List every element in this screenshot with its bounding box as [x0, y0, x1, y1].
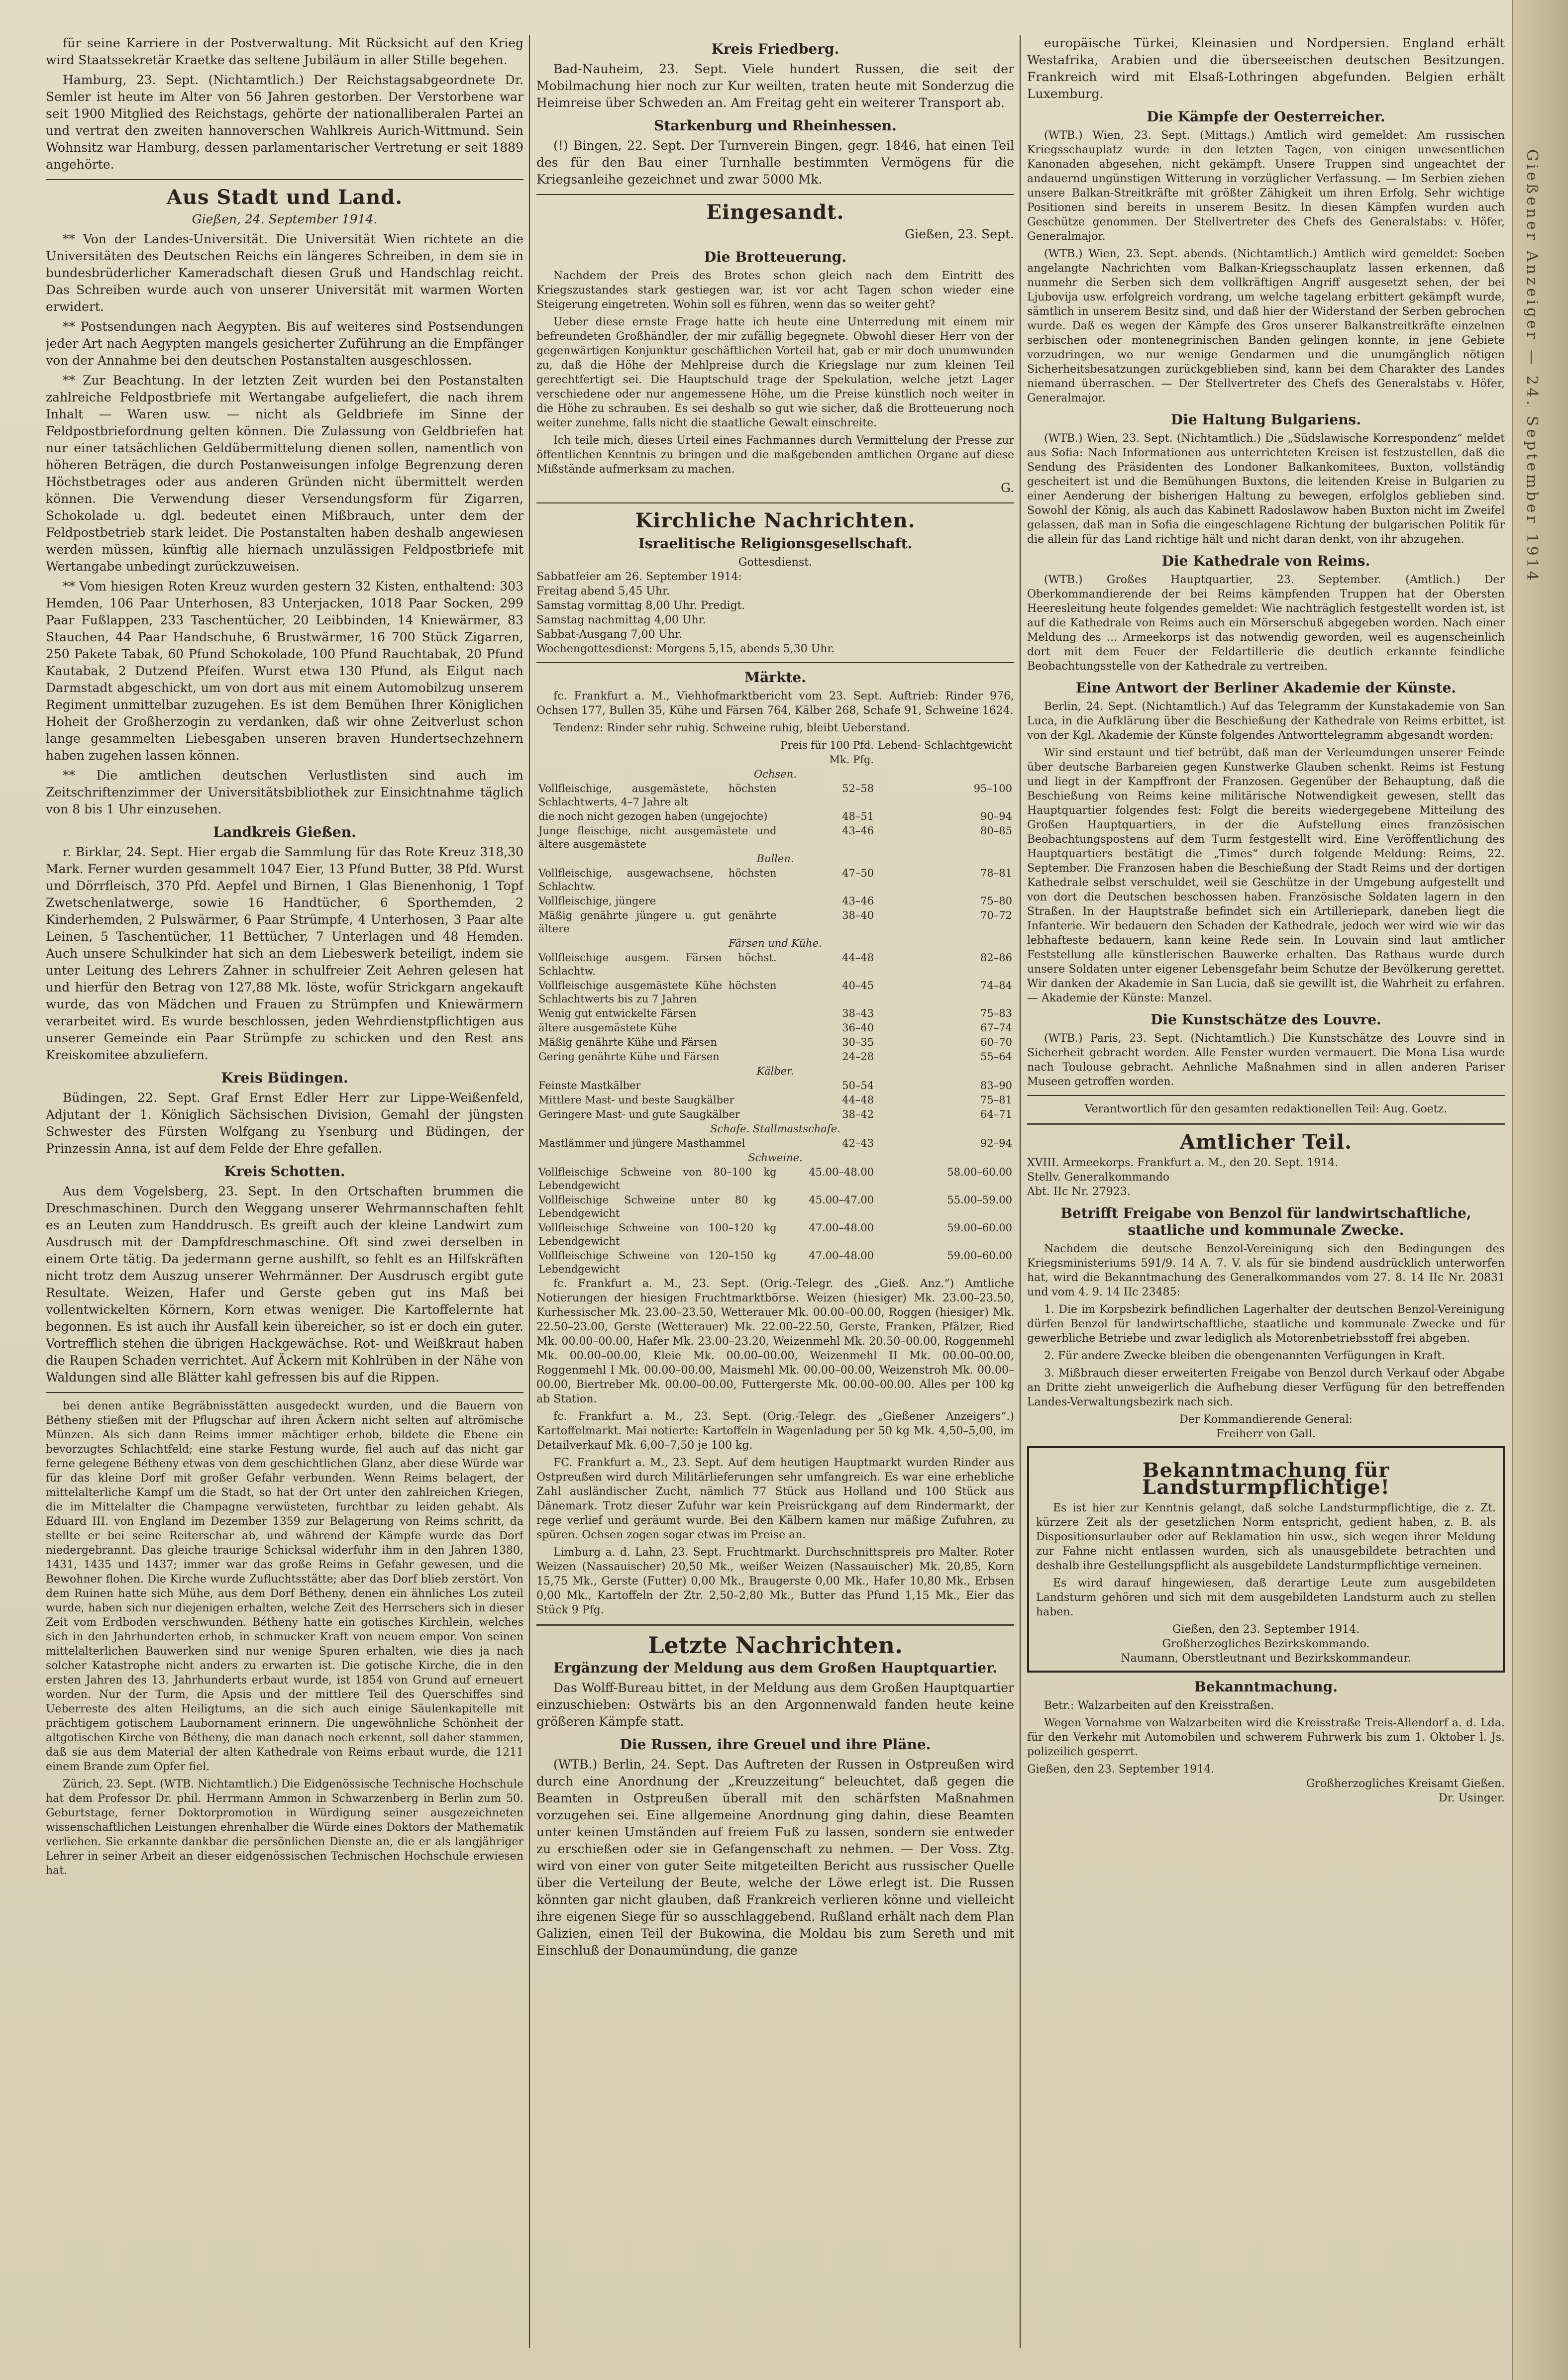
table-row — [536, 894, 1014, 908]
notice-line: Gießen, den 23. September 1914. — [1172, 1623, 1360, 1636]
signature: Freiherr von Gall. — [1216, 1428, 1316, 1440]
divider — [1027, 1123, 1505, 1125]
paragraph: (WTB.) Paris, 23. Sept. (Nichtamtlich.) Die Kunstschätze des Louvre sind in Sicherheit gebracht worden. Alle Fenster wurden vermauert. Die Mona Lisa wurde nach Toulouse gebracht. Aehnliche Maßnahmen sind in allen anderen Pariser Museen getroffen worden. — [1027, 1032, 1505, 1088]
table-cell-value: 58.00–60.00 — [947, 1166, 1012, 1178]
table-row — [536, 1249, 1014, 1277]
table-row — [536, 1221, 1014, 1249]
subsection-heading: Kreis Schotten. — [224, 1163, 345, 1180]
paragraph: FC. Frankfurt a. M., 23. Sept. Auf dem heutigen Hauptmarkt wurden Rinder aus Ostpreußen wird durch Militärlieferungen sehr umfangreich. Es war eine erhebliche Zahl ausländischer Zucht, nämlich 77 Stück aus Holland und 100 Stück aus Dänemark. Trotz dieser Zufuhr war kein Preisrückgang auf dem Rindermarkt, der rege verlief und geräumt wurde. Bei den Kälbern kamen nur mäßige Zufuhren, zu spüren. Ochsen zogen sogar etwas im Preise an. — [536, 1457, 1014, 1541]
subsection-heading: Die Kunstschätze des Louvre. — [1150, 1011, 1381, 1028]
table-cell-value: 30–35 — [842, 1036, 874, 1048]
paragraph: Ich teile mich, dieses Urteil eines Fachmannes durch Vermittelung der Presse zur öffentlichen Kenntnis zu bringen und die maßgebenden amtlichen Organe auf diese Mißstände aufmerksam zu machen. — [536, 434, 1014, 476]
signature: G. — [1000, 481, 1014, 495]
paragraph: (WTB.) Wien, 23. Sept. abends. (Nichtamtlich.) Amtlich wird gemeldet: Soeben angelangte Nachrichten vom Balkan-Kriegsschauplatz lassen erkennen, daß nunmehr die Serben sich dem vollkräftigen Angriff ausgesetzt sehen, der bei Ljubovija usw. erfolgreich vordrang, um welche tagelang erbittert gekämpft wurde, sämtlich in unserem Besitz sind, und daß hier der Widerstand der Serben gebrochen wurde. Daß es wegen der Kämpfe des Gros unserer Balkanstreitkräfte einzelnen serbischen oder montenegrinischen Banden gelingen konnte, in jene Gebiete vorzudringen, wo nur wenige Gendarmen und die unumgänglich nötigen Sicherheitsbesatzungen zurückgeblieben sind, kann bei dem Charakter des Landes niemand überraschen. — Der Stellvertreter des Chefs des Generalstabs v. Höfer, Generalmajor. — [1027, 248, 1505, 404]
divider — [536, 1624, 1014, 1626]
table-cell-label: Vollfleischige Schweine von 100–120 kg Lebendgewicht — [538, 1222, 777, 1247]
paragraph: bei denen antike Begräbnisstätten ausgedeckt wurden, und die Bauern von Bétheny stießen mit der Pflugschar auf ihren Äckern nicht selten auf altrömische Münzen. Als sich dann Reims immer mächtiger erhob, bildete die Ebene ein bevorzugtes Schlachtfeld; eine starke Festung wurde, fiel auch auf das nicht gar ferne gelegene Bétheny etwas von dem geschichtlichen Glanz, aber diese Würde war für das kleine Dorf mit großer Gefahr verbunden. Wenn Reims belagert, der mittelalterliche Kampf um die Stadt, so hat der Ort unter den zahlreichen Kriegen, die im Mittelalter die Champagne verwüsteten, furchtbar zu leiden gehabt. Als Eduard III. von England im Dezember 1359 zur Belagerung von Reims schritt, da stellte er bei seine Reiterschar ab, und während der Kämpfe wurde das Dorf niedergebrannt. Das gleiche traurige Schicksal widerfuhr ihm in den Jahren 1380, 1431, 1435 und 1437; immer war das große Reims in Gefahr gewesen, und die Bewohner flohen. Die Kirche wurde Zufluchtsstätte; aber das Dorf blieb zerstört. Von dem Ruinen hatte sich Mühe, aus dem Dorf Bétheny, denen ein ähnliches Los zuteil wurde, haben sich nur diejenigen erhalten, welche Zeit des Herrschers sich in dieser Zeit vom Erdboden verschwunden. Bétheny hatte ein gotisches Kirchlein, welches sich in den Jahrhunderten erhob, in schmucker Kraft von neuem empor. Von seinen mittelalterlichen Bauwerken sind nur wenige Spuren erhalten, wie dies ja nach solcher Katastrophe nicht anders zu erwarten ist. Die gotische Kirche, die in den ersten Jahren des 13. Jahrhunderts erbaut wurde, ist 1854 von Grund auf erneuert worden. Nur der Turm, die Apsis und der mittlere Teil des Querschiffes sind Ueberreste des alten Heiligtums, an die sich auch einige Säulenkapitelle mit prächtigem gotischem Laubornament erinnern. Die ungewöhnliche Schönheit der altgotischen Kirche von Bétheny, die man danach noch erkennt, soll daher stammen, daß sie aus dem Material der alten Kathedrale von Reims erbaut wurde, die 1211 einem Brande zum Opfer fiel. — [46, 1400, 523, 1773]
table-cell-label: Mastlämmer und jüngere Masthammel — [538, 1137, 745, 1149]
table-cell-value: 38–43 — [842, 1007, 874, 1019]
paragraph: Nachdem der Preis des Brotes schon gleich nach dem Eintritt des Kriegszustandes stark gestiegen war, ist vor acht Tagen schon wieder eine Steigerung eingetreten. Wohin soll es führen, wenn das so weiter geht? — [536, 270, 1014, 311]
table-cell-value: 44–48 — [842, 1094, 874, 1106]
table-cell-value: 78–81 — [980, 867, 1012, 879]
table-cell-label: ältere ausgemästete Kühe — [538, 1022, 677, 1034]
notice-box — [1027, 1446, 1505, 1673]
paragraph: r. Birklar, 24. Sept. Hier ergab die Sammlung für das Rote Kreuz 318,30 Mark. Ferner wurden gesammelt 1047 Eier, 13 Pfund Butter, 38 Pfd. Wurst und Dörrfleisch, 370 Pfd. Aepfel und Birnen, 1 Glas Bienenhonig, 1 Topf Zwetschenlatwerge, sowie 16 Handtücher, 6 Sporthemden, 2 Kinderhemden, 2 Pulswärmer, 6 Paar Strümpfe, 4 Unterhosen, 3 Paar alte Leinen, 5 Taschentücher, 11 Bettücher, 7 Unterlagen und 48 Hemden. Auch unsere Schulkinder hat sich an dem Liebeswerk beteiligt, indem sie unter Leitung des Lehrers Zahner in schulfreier Zeit Aehren gelesen hat und hierfür den Betrag von 127,88 Mk. löste, wofür Strickgarn angekauft wurde, das von Mädchen und Frauen zu Strümpfen und Kniewärmern verarbeitet wird. Es wurde beschlossen, jeden Wehrdienstpflichtigen aus unserer Gemeinde ein Paar Strümpfe zu schicken und den Rest ans Kreiskomitee abzuliefern. — [46, 845, 523, 1062]
table-cell-label: Vollfleischige Schweine von 120–150 kg Lebendgewicht — [538, 1250, 777, 1275]
table-cell-value: 55–64 — [980, 1051, 1012, 1063]
table-group: Kälber. — [756, 1065, 794, 1077]
paragraph: Nachdem die deutsche Benzol-Vereinigung sich den Bedingungen des Kriegsministeriums 591/9. 14 A. 7. V. als für sie bindend ausdrücklich unterworfen hat, wird die Bekanntmachung des Generalkommandos vom 27. 8. 14 IIc Nr. 20831 und vom 4. 9. 14 IIc 23485: — [1027, 1243, 1505, 1298]
table-cell-value: 43–46 — [842, 825, 874, 837]
table-row — [536, 809, 1014, 824]
paragraph: (WTB.) Wien, 23. Sept. (Nichtamtlich.) Die „Südslawische Korrespondenz“ meldet aus Sofia: Nach Informationen aus unterrichteten Kreisen ist festzustellen, daß die Sendung des Präsidenten des Londoner Balkankomitees, Buxton, vollständig gescheitert ist und die Bemühungen Buxtons, die leitenden Kreise in Bulgarien zu einer Aenderung der bisherigen Haltung zu bewegen, erfolglos geblieben sind. Sowohl der König, als auch das Kabinett Radoslawow haben Buxton nicht im Zweifel gelassen, daß man in Sofia die eingeschlagene Richtung der bulgarischen Politik für die allein für das Land richtige hält und nicht daran denkt, von ihr abzugehen. — [1027, 432, 1505, 546]
table-row — [536, 1093, 1014, 1107]
paragraph: Ueber diese ernste Frage hatte ich heute eine Unterredung mit einem mir befreundeten Großhändler, der mir zufällig begegnete. Obwohl dieser Herr von der gegenwärtigen Konjunktur geschäftlichen Vorteil hat, gab er mir doch unumwunden zu, daß die Höhe der Mehlpreise durch die Kriegslage nur zum kleinen Teil gerechtfertigt sei. Die Hauptschuld trage der Spekulation, welche jetzt Lager verschiedene oder nur angemessene Höhe, um die Preise künstlich noch weiter in die Höhe zu schrauben. Es sei deshalb so gut wie sicher, daß die Brotteuerung noch weiter zunehme, falls nicht die staatliche Gewalt einschreite. — [536, 316, 1014, 429]
table-cell-value: 40–45 — [842, 980, 874, 992]
notice-line: Gießen, den 23. September 1914. — [1027, 1763, 1215, 1776]
paragraph: Zürich, 23. Sept. (WTB. Nichtamtlich.) Die Eidgenössische Technische Hochschule hat dem Professor Dr. phil. Herrmann Ammon in Schwarzenberg in Berlin zum 50. Geburtstage, ferner Doktorpromotion in Würdigung seiner ausgezeichneten wissenschaftlichen Leistungen ehrenhalber die Würde eines Doktors der Mathematik verliehen. Sie erkannte dankbar die persönlichen Dienste an, die er als langjähriger Lehrer in seiner Arbeit an dieser eidgenössischen Technischen Hochschule erwiesen hat. — [46, 1778, 523, 1877]
subsection-heading: Betrifft Freigabe von Benzol für landwirtschaftliche, staatliche und kommunale Zwecke. — [1060, 1205, 1471, 1238]
subsection-heading: Die Kathedrale von Reims. — [1161, 553, 1370, 569]
table-cell-value: 75–83 — [980, 1007, 1012, 1019]
table-cell-label: Vollfleischige Schweine unter 80 kg Lebendgewicht — [538, 1194, 777, 1219]
subsection-heading: Kreis Büdingen. — [221, 1070, 348, 1086]
column-2 — [536, 35, 1014, 2353]
paragraph: Wegen Vornahme von Walzarbeiten wird die Kreisstraße Treis-Allendorf a. d. Lda. für den Verkehr mit Automobilen und schwerem Fuhrwerk bis zum 1. Oktober l. Js. polizeilich gesperrt. — [1027, 1717, 1505, 1758]
table-cell-value: 42–43 — [842, 1137, 874, 1149]
divider — [536, 194, 1014, 195]
table-cell-label: Vollfleischige, ausgemästete, höchsten Schlachtwerts, 4–7 Jahre alt — [538, 783, 777, 808]
table-row — [536, 1136, 1014, 1151]
paragraph: fc. Frankfurt a. M., Viehhofmarktbericht vom 23. Sept. Auftrieb: Rinder 976, Ochsen 177, Bullen 35, Kühe und Färsen 764, Kälber 268, Schafe 91, Schweine 1624. — [536, 690, 1014, 717]
table-cell-label: Mäßig genährte jüngere u. gut genährte ältere — [538, 909, 777, 935]
service-line: Samstag vormittag 8,00 Uhr. Predigt. — [536, 599, 745, 612]
table-row — [536, 951, 1014, 979]
table-cell-value: 47–50 — [842, 867, 874, 879]
table-cell-value: 90–94 — [980, 810, 1012, 822]
notice-header: Abt. IIc Nr. 27923. — [1027, 1186, 1131, 1198]
paragraph: 1. Die im Korpsbezirk befindlichen Lagerhalter der deutschen Benzol-Vereinigung dürfen Benzol für landwirtschaftliche, staatliche und kommunale Zwecke und für gewerbliche Betriebe und zwar lediglich als Motorenbetriebsstoff frei abgeben. — [1027, 1303, 1505, 1345]
table-cell-value: 38–40 — [842, 909, 874, 921]
paragraph: Berlin, 24. Sept. (Nichtamtlich.) Auf das Telegramm der Kunstakademie von San Luca, in die Aufklärung über die Beschießung der Kathedrale von Reims erbittet, ist von der Kgl. Akademie der Künste folgendes Antworttelegramm abgesandt worden: — [1027, 700, 1505, 742]
subsection-heading: Ergänzung der Meldung aus dem Großen Hauptquartier. — [553, 1660, 997, 1676]
table-cell-value: 48–51 — [842, 810, 874, 822]
section-heading: Aus Stadt und Land. — [166, 186, 403, 209]
table-group: Bullen. — [756, 853, 794, 865]
table-cell-value: 67–74 — [980, 1022, 1012, 1034]
table-cell-label: Mittlere Mast- und beste Saugkälber — [538, 1094, 734, 1106]
section-heading: Eingesandt. — [706, 200, 844, 224]
subsection-heading: Landkreis Gießen. — [213, 824, 356, 840]
table-cell-value: 60–70 — [980, 1036, 1012, 1048]
table-cell-value: 44–48 — [842, 952, 874, 964]
table-group: Ochsen. — [754, 768, 797, 780]
paragraph: ** Zur Beachtung. In der letzten Zeit wurden bei den Postanstalten zahlreiche Feldpostbriefe mit Wertangabe aufgeliefert, die nach ihrem Inhalt — Waren usw. — nicht als Geldbriefe im Sinne der Feldpostbriefordnung gelten können. Die Zulassung von Geldbriefen hat nur einer tatsächlichen Geldübermittelung dienen sollen, namentlich von höheren Beträgen, die durch Postanweisungen infolge Begrenzung deren Höchstbetrages oder aus anderen Gründen nicht übermittelt werden können. Die Verwendung dieser Versendungsform für Zigarren, Schokolade u. dgl. bedeutet einen Mißbrauch, unter dem der Feldpostbetrieb stark leidet. Die Postanstalten haben deshalb angewiesen werden müssen, künftig alle hiernach unzulässigen Feldpostbriefe mit Wertangabe unbedingt zurückzuweisen. — [46, 373, 523, 574]
subsection-heading: Die Haltung Bulgariens. — [1170, 411, 1361, 428]
table-header: Preis für 100 Pfd. — [780, 739, 874, 751]
paragraph: ** Postsendungen nach Aegypten. Bis auf weiteres sind Postsendungen jeder Art nach Aegypten mangels gesicherter Zuführung an die Empfänger von der Annahme bei den deutschen Postanstalten ausgeschlossen. — [46, 319, 523, 368]
table-cell-label: Feinste Mastkälber — [538, 1080, 641, 1091]
paragraph: 3. Mißbrauch dieser erweiterten Freigabe von Benzol durch Verkauf oder Abgabe an Dritte zieht unweigerlich die Aufhebung dieser Verfügung für den betreffenden Landes-Verwaltungsbezirk nach sich. — [1027, 1367, 1505, 1408]
table-cell-value: 59.00–60.00 — [947, 1250, 1012, 1262]
table-row — [536, 1079, 1014, 1093]
table-cell-value: 55.00–59.00 — [947, 1194, 1012, 1206]
table-cell-value: 83–90 — [980, 1080, 1012, 1091]
table-row — [536, 1021, 1014, 1035]
table-cell-value: 50–54 — [842, 1080, 874, 1091]
notice-header: XVIII. Armeekorps. Frankfurt a. M., den 20. Sept. 1914. — [1027, 1157, 1339, 1169]
table-cell-value: 75–81 — [980, 1094, 1012, 1106]
subsection-heading: Die Kämpfe der Oesterreicher. — [1147, 108, 1385, 125]
paragraph: ** Von der Landes-Universität. Die Universität Wien richtete an die Universitäten des Deutschen Reichs ein längeres Schreiben, in dem sie in bundesbrüderlicher Kameradschaft diesen Gruß und Handschlag reicht. Das Schreiben wurde auch von unserer Universität mit warmen Worten erwidert. — [46, 232, 523, 314]
table-row — [536, 1035, 1014, 1050]
table-cell-value: 92–94 — [980, 1137, 1012, 1149]
paragraph: europäische Türkei, Kleinasien und Nordpersien. England erhält Westafrika, Arabien und die überseeischen deutschen Besitzungen. Frankreich wird mit Elsaß-Lothringen abgefunden. Belgien erhält Luxemburg. — [1027, 36, 1505, 101]
paragraph: Aus dem Vogelsberg, 23. Sept. In den Ortschaften brummen die Dreschmaschinen. Durch den Weggang unserer Wehrmannschaften fehlt es an Leuten zum Handdrusch. Es greift auch der kleine Landwirt zum Ausdrusch mit der Dampfdreschmaschine. Oft sind zwei derselben in einem Orte tätig. Da jedermann gerne aushilft, so fehlt es an Hilfskräften nicht trotz dem Auszug unserer Wehrmänner. Der Ausdrusch ergibt gute Resultate. Weizen, Hafer und Gerste geben gut ins Maß bei vollentwickelten Körnern, Korn etwas weniger. Die Kartoffelernte hat begonnen. Es ist auch ihr Ausfall kein übereicher, so ist er doch ein guter. Vortrefflich stehen die übrigen Hackgewächse. Rot- und Weißkraut haben die Raupen Schaden verrichtet. Auf Äckern mit Kohlrüben in der Nähe von Waldungen sind alle Blätter kahl gefressen bis auf die Rippen. — [46, 1184, 523, 1385]
table-row — [536, 1165, 1014, 1193]
table-cell-label: Vollfleischige, ausgewachsene, höchsten Schlachtw. — [538, 867, 777, 892]
table-group: Schafe. Stallmastschafe. — [710, 1123, 840, 1135]
paragraph: Limburg a. d. Lahn, 23. Sept. Fruchtmarkt. Durchschnittspreis pro Malter. Roter Weizen (Nassauischer) 20,50 Mk., weißer Weizen (Nassauischer) Mk. 20,85, Korn 15,75 Mk., Gerste (Futter) 0,00 Mk., Braugerste 0,00 Mk., Hafer 10,80 Mk., Erbsen 0,00 Mk., Kartoffeln der Ztr. 2,50–2,80 Mk., Butter das Pfund 1,15 Mk., Eier das Stück 9 Pfg. — [536, 1546, 1014, 1616]
notice-header: Stellv. Generalkommando — [1027, 1171, 1170, 1184]
notice-line: Großherzogliches Bezirkskommando. — [1162, 1638, 1370, 1650]
notice-line: Großherzogliches Kreisamt Gießen. — [1306, 1778, 1505, 1790]
table-cell-label: Vollfleischige ausgemästete Kühe höchsten Schlachtwerts bis zu 7 Jahren — [538, 980, 777, 1005]
paragraph: (WTB.) Wien, 23. Sept. (Mittags.) Amtlich wird gemeldet: Am russischen Kriegsschauplatz wurde in den letzten Tagen, von einigen unwesentlichen Kanonaden abgesehen, nicht gekämpft. Unsere Truppen sind ungeachtet der andauernd ungünstigen Witterung in vorzüglicher Verfassung. — Im Serbien ziehen unsere Balkan-Streitkräfte mit größter Zähigkeit um ihren Erfolg. Sehr wichtige Positionen sind bereits in unserem Besitz. In diesen Kämpfen wurden auch Geschütze genommen. Der Stellvertreter des Chefs des Generalstabs: v. Höfer, Generalmajor. — [1027, 129, 1505, 243]
table-cell-value: 47.00–48.00 — [809, 1250, 874, 1262]
table-cell-value: 45.00–48.00 — [809, 1166, 874, 1178]
dateline: Gießen, 24. September 1914. — [192, 212, 378, 226]
column-1 — [46, 35, 523, 2353]
column-3 — [1027, 35, 1505, 2353]
table-cell-value: 95–100 — [973, 783, 1012, 794]
table-cell-label: Mäßig genährte Kühe und Färsen — [538, 1036, 717, 1048]
table-row — [536, 866, 1014, 894]
table-row — [536, 1006, 1014, 1021]
subsection-heading: Die Brotteuerung. — [704, 249, 847, 265]
table-group: Schweine. — [748, 1152, 803, 1164]
paragraph: Das Wolff-Bureau bittet, in der Meldung aus dem Großen Hauptquartier einzuschieben: Ostwärts bis an den Argonnenwald fanden heute keine größeren Kämpfe statt. — [536, 1681, 1014, 1729]
subsection-heading: Kreis Friedberg. — [711, 41, 839, 57]
paragraph: (WTB.) Großes Hauptquartier, 23. September. (Amtlich.) Der Oberkommandierende der bei Reims kämpfenden Truppen hat der Obersten Heeresleitung heute folgendes gemeldet: Wie nachträglich festgestellt worden ist, ist auf die Kathedrale von Reims auch ein Mörserschuß abgegeben worden. Nach einer Meldung des ... Armeekorps ist das notwendig geworden, weil es augenscheinlich dort mit dem Feuer der Feldartillerie die deutlich erkannte feindliche Beobachtungsstelle von der Kathedrale zu vertreiben. — [1027, 574, 1505, 673]
paragraph: fc. Frankfurt a. M., 23. Sept. (Orig.-Telegr. des „Gießener Anzeigers“.) Kartoffelmarkt. Mai notierte: Kartoffeln in Wagenladung per 50 kg Mk. 4,50–5,00, im Detailverkauf Mk. 6,00–7,50 je 100 kg. — [536, 1410, 1014, 1452]
paragraph: (!) Bingen, 22. Sept. Der Turnverein Bingen, gegr. 1846, hat einen Teil des für den Bau einer Turnhalle bestimmten Vermögens für die Kriegsanleihe gezeichnet und zwar 5000 Mk. — [536, 138, 1014, 187]
table-cell-label: die noch nicht gezogen haben (ungejochte) — [538, 810, 768, 822]
table-cell-label: Vollfleischige Schweine von 80–100 kg Lebendgewicht — [538, 1166, 777, 1191]
table-header: Mk. Pfg. — [829, 754, 874, 766]
subsection-heading: Starkenburg und Rheinhessen. — [654, 117, 897, 134]
page-edge — [1512, 0, 1568, 2380]
subsection-heading: Die Russen, ihre Greuel und ihre Pläne. — [620, 1736, 931, 1753]
table-row — [536, 979, 1014, 1006]
paragraph: (WTB.) Berlin, 24. Sept. Das Auftreten der Russen in Ostpreußen wird durch eine Anordnung der „Kreuzzeitung“ beleuchtet, daß gegen die Beamten in Ostpreußen überall mit den schärfsten Maßnahmen vorzugehen sei. Eine allgemeine Anordnung ging dahin, diese Beamten unter keinen Umständen auf freiem Fuß zu lassen, sondern sie entweder zu erschießen oder sie in Gefangenschaft zu nehmen. — Der Voss. Ztg. wird von einer von guter Seite mitgeteilten Bericht aus russischer Quelle über die Verteilung der Beute, welche der Löwe erlegt ist. Die Russen könnten gar nicht glauben, daß Frankreich verlieren könne und vielleicht ihre eigenen Siege für so ausschlaggebend. Rußland erhält nach dem Plan Galizien, einen Teil der Bukowina, die Moldau bis zum Sereth und mit Einschluß der Donaumündung, die ganze — [536, 1757, 1014, 1958]
divider — [1027, 1095, 1505, 1096]
divider — [46, 179, 523, 180]
table-cell-value: 36–40 — [842, 1022, 874, 1034]
service-label: Gottesdienst. — [738, 556, 813, 569]
table-cell-value: 75–80 — [980, 895, 1012, 907]
table-cell-label: Vollfleischige ausgem. Färsen höchst. Schlachtw. — [538, 952, 777, 977]
paragraph: ** Vom hiesigen Roten Kreuz wurden gestern 32 Kisten, enthaltend: 303 Hemden, 106 Paar Unterhosen, 83 Unterjacken, 1018 Paar Socken, 299 Paar Fußlappen, 233 Taschentücher, 20 Leibbinden, 14 Kniewärmer, 83 Stauchen, 44 Paar Handschuhe, 6 Brustwärmer, 16 700 Stück Zigarren, 250 Pakete Tabak, 60 Pfund Schokolade, 100 Pfund Rauchtabak, 20 Pfund Kautabak, 2 Dutzend Pfeifen. Wurst etwa 130 Pfund, als Eilgut nach Darmstadt abgeschickt, um von dort aus mit einem Automobilzug unserem Regiment unmittelbar zuzugehen. Es ist dem Bemühen Ihrer Königlichen Hoheit der Großherzogin zu verdanken, daß wir ohne Zeitverlust schon lange gesammelten Liebesgaben unseren braven Hundertsechzehnern haben zugehen lassen können. — [46, 579, 523, 763]
table-cell-value: 24–28 — [842, 1051, 874, 1063]
paragraph: fc. Frankfurt a. M., 23. Sept. (Orig.-Telegr. des „Gieß. Anz.“) Amtliche Notierungen der hiesigen Fruchtmarktbörse. Weizen (hiesiger) Mk. 23.00–23.50, Kurhessischer Mk. 23.00–23.50, Wetterauer Mk. 00.00–00.00, Roggen (hiesiger) Mk. 22.50–23.00, Gerste (Wetterauer) Mk. 22.00–22.50, Gerste, Franken, Pfälzer, Ried Mk. 00.00–00.00, Hafer Mk. 23.00–23.20, Weizenmehl Mk. 20.50–00.00, Roggenmehl Mk. 00.00–00.00, Kleie Mk. 00.00–00.00, Weizenmehl II Mk. 00.00–00.00, Roggenmehl I Mk. 00.00–00.00, Maismehl Mk. 00.00–00.00, Weizenstroh Mk. 00.00–00.00, Biertreber Mk. 00.00–00.00, Futtergerste Mk. 00.00–00.00. Alles per 100 kg ab Station. — [536, 1278, 1014, 1405]
paragraph: Betr.: Walzarbeiten auf den Kreisstraßen. — [1044, 1699, 1274, 1712]
paragraph: Es ist hier zur Kenntnis gelangt, daß solche Landsturmpflichtige, die z. Zt. kürzere Zeit als der gesetzlichen Norm entspricht, gedient haben, z. B. als Dispositionsurlauber oder auf Reklamation hin usw., sich wegen ihrer Meldung zur Fahne nicht entlassen wurden, sich als unausgebildete betrachten und deshalb ihre Gestellungspflicht als ausgebildete Landsturmpflichtige verneinen. — [1036, 1502, 1496, 1572]
paragraph: Tendenz: Rinder sehr ruhig. Schweine ruhig, bleibt Ueberstand. — [553, 722, 911, 734]
paragraph: 2. Für andere Zwecke bleiben die obengenannten Verfügungen in Kraft. — [1044, 1350, 1446, 1362]
paragraph: Es wird darauf hingewiesen, daß derartige Leute zum ausgebildeten Landsturm gehören und sich mit dem ausgebildeten Landsturm auch zu stellen haben. — [1036, 1577, 1496, 1618]
table-cell-value: 74–84 — [980, 980, 1012, 992]
table-cell-label: Wenig gut entwickelte Färsen — [538, 1007, 697, 1019]
notice-line: Dr. Usinger. — [1439, 1792, 1505, 1804]
column-rule — [1020, 35, 1021, 2348]
table-cell-value: 38–42 — [842, 1108, 874, 1120]
table-row — [536, 782, 1014, 809]
table-row — [536, 1193, 1014, 1221]
section-heading: Kirchliche Nachrichten. — [635, 509, 916, 532]
table-cell-value: 80–85 — [980, 825, 1012, 837]
table-cell-label: Gering genährte Kühe und Färsen — [538, 1051, 720, 1063]
table-cell-value: 52–58 — [842, 783, 874, 794]
service-line: Sabbatfeier am 26. September 1914: — [536, 571, 742, 583]
table-header: Lebend- Schlachtgewicht — [878, 739, 1012, 751]
paragraph: Bad-Nauheim, 23. Sept. Viele hundert Russen, die seit der Mobilmachung hier noch zur Kur weilten, traten heute mit Sonderzug die Heimreise über Schweden an. Am Freitag geht ein weiterer Transport ab. — [536, 62, 1014, 110]
table-cell-label: Vollfleischige, jüngere — [538, 895, 656, 907]
paragraph: für seine Karriere in der Postverwaltung. Mit Rücksicht auf den Krieg wird Staatssekretär Kraetke das seltene Jubiläum in aller Stille begehen. — [46, 36, 523, 67]
responsible-editor: Verantwortlich für den gesamten redaktionellen Teil: Aug. Goetz. — [1084, 1103, 1448, 1115]
table-row — [536, 908, 1014, 936]
paragraph: Hamburg, 23. Sept. (Nichtamtlich.) Der Reichstagsabgeordnete Dr. Semler ist heute im Alter von 56 Jahren gestorben. Der Verstorbene war seit 1900 Mitglied des Reichstags, gehörte der nationalliberalen Partei an und vertrat den zweiten hannoverschen Wahlkreis Aurich-Wittmund. Sein Wohnsitz war Hamburg, dessen parlamentarischer Vertretung er seit 1889 angehörte. — [46, 73, 523, 172]
section-heading: Letzte Nachrichten. — [648, 1632, 903, 1659]
edge-text: Gießener Anzeiger — 24. September 1914 — [1523, 149, 1541, 584]
table-cell-label: Geringere Mast- und gute Saugkälber — [538, 1108, 740, 1120]
paragraph: Wir sind erstaunt und tief betrübt, daß man der Verleumdungen unserer Feinde über deutsche Barbareien gegen Kunstwerke Glauben schenkt. Reims ist Festung und liegt in der Kampffront der Franzosen. Gegenüber der Behauptung, daß die Beschießung von Reims keine militärische Notwendigkeit gewesen, stellt das Hauptquartier folgendes fest: Folgt die bereits wiedergegebene Mitteilung des Großen Hauptquartiers, in der die Aufstellung eines französischen Beobachtungspostens auf dem Turm festgestellt wird. Eine Veröffentlichung des Hauptquartiers bestätigt die „Times“ durch folgende Meldung: Reims, 22. September. Die Franzosen haben die Beschießung der Stadt Reims und der dortigen Kathedrale selbst verschuldet, weil sie Geschütze in der Umgebung aufgestellt und von dort die Deutschen beschossen haben. Französische Soldaten lagern in den Straßen. In der Hauptstraße befindet sich ein Artilleriepark, daneben liegt die Infanterie. Wir bedauern den Schaden der Kathedrale, jedoch wer wird wie wir das lebhafteste bedauern, kann keine Rede sein. In Louvain sind laut amtlicher Feststellung alle künstlerischen Bauwerke erhalten. Das Rathaus wurde durch unsere Soldaten unter eigener Lebensgefahr beim Schutze der Bevölkerung gerettet. Wir danken der Akademie in San Lucia, daß sie gewillt ist, die Wahrheit zu erfahren. — Akademie der Künste: Manzel. — [1027, 747, 1505, 1004]
table-cell-value: 64–71 — [980, 1108, 1012, 1120]
section-heading: Bekanntmachung für Landsturmpflichtige! — [1142, 1459, 1390, 1499]
paragraph: Büdingen, 22. Sept. Graf Ernst Edler Herr zur Lippe-Weißenfeld, Adjutant der 1. Königlich Sächsischen Division, Gemahl der jüngsten Schwester des Fürsten Wolfgang zu Ysenburg und Büdingen, der Prinzessin Anna, ist auf dem Felde der Ehre gefallen. — [46, 1091, 523, 1156]
service-line: Wochengottesdienst: Morgens 5,15, abends 5,30 Uhr. — [536, 643, 835, 655]
section-heading: Amtlicher Teil. — [1179, 1130, 1353, 1154]
table-group: Färsen und Kühe. — [729, 937, 822, 949]
table-cell-value: 43–46 — [842, 895, 874, 907]
subsection-heading: Eine Antwort der Berliner Akademie der Künste. — [1075, 680, 1457, 696]
divider — [536, 662, 1014, 663]
paragraph: ** Die amtlichen deutschen Verlustlisten sind auch im Zeitschriftenzimmer der Universitätsbibliothek zur Einsichtnahme täglich von 8 bis 1 Uhr einzusehen. — [46, 768, 523, 816]
table-row — [536, 1050, 1014, 1064]
column-rule — [529, 35, 530, 2348]
table-cell-value: 47.00–48.00 — [809, 1222, 874, 1234]
signature: Der Kommandierende General: — [1179, 1413, 1353, 1426]
service-line: Freitag abend 5,45 Uhr. — [536, 585, 670, 597]
table-cell-label: Junge fleischige, nicht ausgemästete und ältere ausgemästete — [538, 825, 777, 850]
subsection-heading: Bekanntmachung. — [1194, 1679, 1338, 1695]
table-row — [536, 824, 1014, 852]
subsection-heading: Israelitische Religionsgesellschaft. — [638, 535, 913, 552]
subsection-heading: Märkte. — [744, 669, 806, 686]
table-cell-value: 70–72 — [980, 909, 1012, 921]
price-table — [536, 738, 1014, 1277]
service-line: Sabbat-Ausgang 7,00 Uhr. — [536, 628, 683, 641]
divider — [536, 502, 1014, 503]
table-cell-value: 45.00–47.00 — [809, 1194, 874, 1206]
service-line: Samstag nachmittag 4,00 Uhr. — [536, 614, 706, 626]
divider — [46, 1392, 523, 1393]
table-cell-value: 82–86 — [980, 952, 1012, 964]
table-cell-value: 59.00–60.00 — [947, 1222, 1012, 1234]
dateline: Gießen, 23. Sept. — [905, 227, 1014, 241]
table-row — [536, 1107, 1014, 1122]
notice-line: Naumann, Oberstleutnant und Bezirkskommandeur. — [1121, 1652, 1411, 1665]
